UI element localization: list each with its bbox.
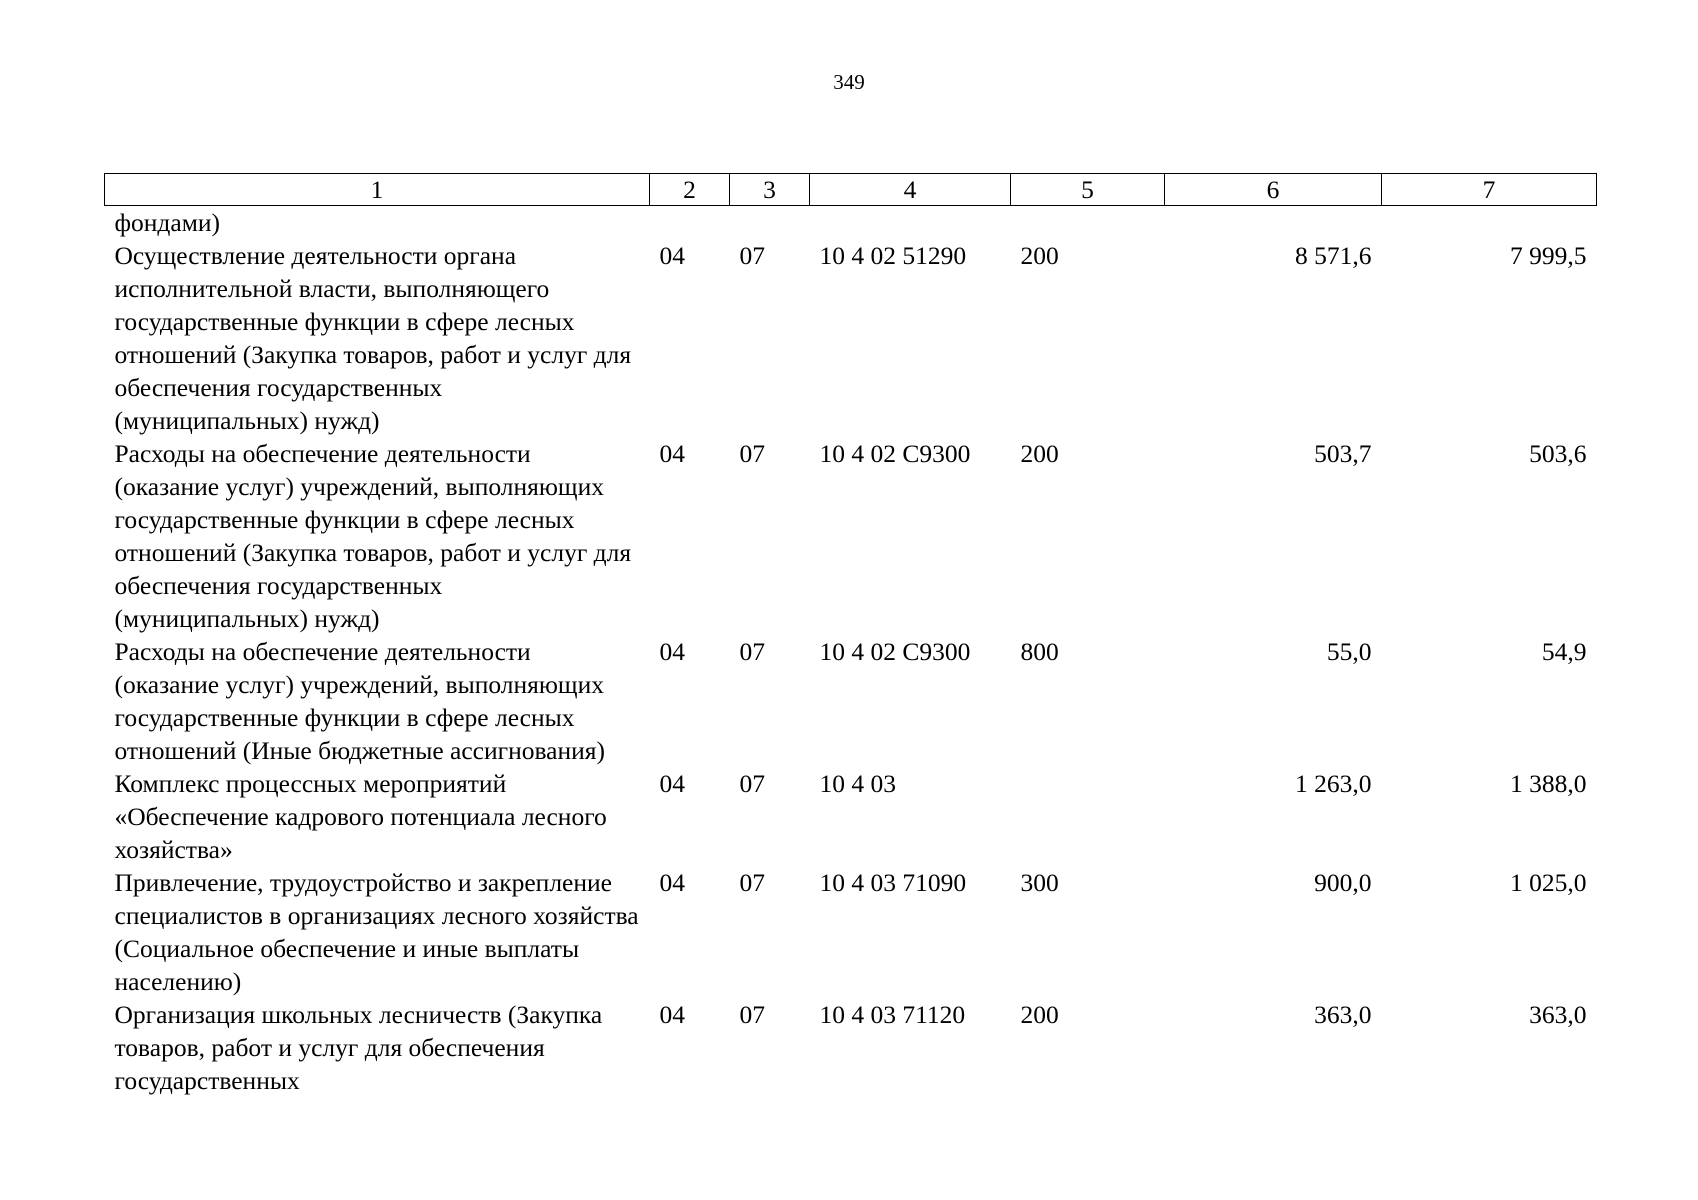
page-number: 349 bbox=[833, 70, 865, 94]
row-section bbox=[650, 206, 730, 240]
table-row bbox=[105, 998, 1597, 1097]
row-expense-type: 200 bbox=[1020, 241, 1059, 270]
row-amount-year2: 503,6 bbox=[1529, 439, 1587, 468]
row-amount-year2 bbox=[1382, 206, 1597, 240]
row-name: Расходы на обеспечение деятельности (оказание услуг) учреждений, выполняющих государственные функции в сфере лесных отношений (Закупка товаров, работ и услуг для обеспечения государственных (муниципальных) нужд) bbox=[114, 439, 632, 633]
column-header-4: 4 bbox=[810, 174, 1011, 206]
row-target-article: 10 4 02 51290 bbox=[819, 241, 967, 270]
row-amount-year1: 900,0 bbox=[1314, 868, 1372, 897]
table-row bbox=[105, 437, 1597, 635]
table-row bbox=[105, 866, 1597, 998]
row-name: фондами) bbox=[114, 208, 220, 237]
row-subsection: 07 bbox=[739, 1000, 765, 1029]
row-target-article: 10 4 03 bbox=[819, 769, 896, 798]
row-name: Комплекс процессных мероприятий «Обеспечение кадрового потенциала лесного хозяйства» bbox=[114, 769, 607, 864]
row-amount-year1: 363,0 bbox=[1314, 1000, 1372, 1029]
row-amount-year2: 54,9 bbox=[1541, 637, 1587, 666]
row-section: 04 bbox=[659, 439, 685, 468]
row-target-article bbox=[810, 206, 1011, 240]
row-name: Организация школьных лесничеств (Закупка товаров, работ и услуг для обеспечения государственных bbox=[114, 1000, 603, 1095]
row-amount-year1: 1 263,0 bbox=[1295, 769, 1372, 798]
column-header-1: 1 bbox=[105, 174, 650, 206]
row-expense-type bbox=[1011, 206, 1165, 240]
row-section: 04 bbox=[659, 637, 685, 666]
row-expense-type: 300 bbox=[1020, 868, 1059, 897]
row-expense-type: 200 bbox=[1020, 1000, 1059, 1029]
table-body bbox=[105, 206, 1597, 1098]
row-amount-year1: 503,7 bbox=[1314, 439, 1372, 468]
row-amount-year1: 8 571,6 bbox=[1295, 241, 1372, 270]
column-header-3: 3 bbox=[730, 174, 810, 206]
row-section: 04 bbox=[659, 769, 685, 798]
row-target-article: 10 4 03 71090 bbox=[819, 868, 967, 897]
row-subsection: 07 bbox=[739, 769, 765, 798]
row-amount-year2: 1 388,0 bbox=[1510, 769, 1587, 798]
row-name: Осуществление деятельности органа исполнительной власти, выполняющего государственные функции в сфере лесных отношений (Закупка товаров, работ и услуг для обеспечения государственных (муниципальных) нужд) bbox=[114, 241, 632, 435]
row-subsection: 07 bbox=[739, 868, 765, 897]
row-section: 04 bbox=[659, 868, 685, 897]
table-row bbox=[105, 206, 1597, 240]
column-header-7: 7 bbox=[1382, 174, 1597, 206]
row-amount-year2: 1 025,0 bbox=[1510, 868, 1587, 897]
row-target-article: 10 4 02 С9300 bbox=[819, 439, 971, 468]
row-target-article: 10 4 02 С9300 bbox=[819, 637, 971, 666]
row-section: 04 bbox=[659, 1000, 685, 1029]
column-header-2: 2 bbox=[650, 174, 730, 206]
row-section: 04 bbox=[659, 241, 685, 270]
column-header-6: 6 bbox=[1165, 174, 1382, 206]
row-amount-year1 bbox=[1165, 206, 1382, 240]
row-expense-type bbox=[1011, 767, 1165, 866]
row-name: Привлечение, трудоустройство и закрепление специалистов в организациях лесного хозяйства (Социальное обеспечение и иные выплаты населению) bbox=[114, 868, 639, 996]
row-expense-type: 800 bbox=[1020, 637, 1059, 666]
table-header bbox=[105, 174, 1597, 206]
column-header-5: 5 bbox=[1011, 174, 1165, 206]
row-subsection bbox=[730, 206, 810, 240]
row-target-article: 10 4 03 71120 bbox=[819, 1000, 966, 1029]
row-name: Расходы на обеспечение деятельности (оказание услуг) учреждений, выполняющих государственные функции в сфере лесных отношений (Иные бюджетные ассигнования) bbox=[114, 637, 606, 765]
table-row bbox=[105, 635, 1597, 767]
row-subsection: 07 bbox=[739, 637, 765, 666]
table-row bbox=[105, 239, 1597, 437]
header-row bbox=[105, 174, 1597, 206]
budget-table bbox=[104, 173, 1597, 1097]
row-subsection: 07 bbox=[739, 241, 765, 270]
row-amount-year1: 55,0 bbox=[1326, 637, 1372, 666]
row-subsection: 07 bbox=[739, 439, 765, 468]
table-row bbox=[105, 767, 1597, 866]
row-amount-year2: 363,0 bbox=[1529, 1000, 1587, 1029]
row-expense-type: 200 bbox=[1020, 439, 1059, 468]
row-amount-year2: 7 999,5 bbox=[1510, 241, 1587, 270]
